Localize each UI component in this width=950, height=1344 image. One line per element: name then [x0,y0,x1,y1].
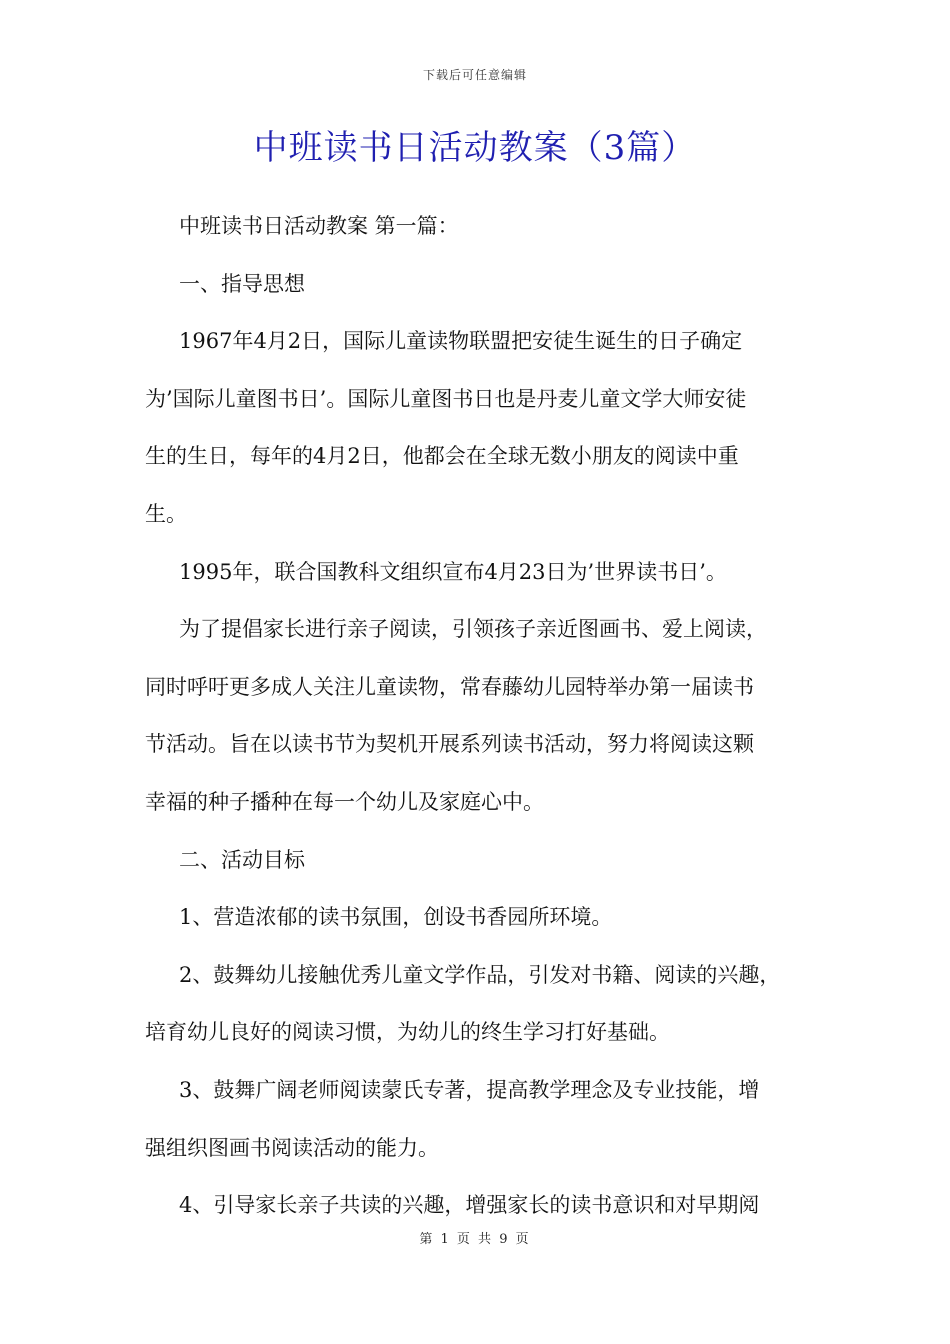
text-line: 一、指导思想 [179,271,305,296]
text-line: 强组织图画书阅读活动的能力。 [145,1135,439,1160]
text-line: 2、鼓舞幼儿接触优秀儿童文学作品，引发对书籍、阅读的兴趣， [179,962,781,987]
text-line: 生的生日，每年的4月2日，他都会在全球无数小朋友的阅读中重 [145,444,739,469]
text-line: 1967年4月2日，国际儿童读物联盟把安徒生诞生的日子确定 [179,329,743,354]
page-footer: 第 1 页 共 9 页 [419,1232,531,1247]
text-line: 1995年，联合国教科文组织宣布4月23日为’世界读书日’。 [179,559,727,584]
text-line: 二、活动目标 [179,847,305,872]
header-note: 下载后可任意编辑 [422,68,527,82]
document-body [145,198,810,1235]
text-line: 同时呼吁更多成人关注儿童读物，常春藤幼儿园特举办第一届读书 [145,674,754,699]
text-line: 4、引导家长亲子共读的兴趣，增强家长的读书意识和对早期阅 [179,1193,760,1218]
text-line: 节活动。旨在以读书节为契机开展系列读书活动，努力将阅读这颗 [145,732,754,757]
text-line: 1、营造浓郁的读书氛围，创设书香园所环境。 [179,905,613,930]
text-line: 为’国际儿童图书日’。国际儿童图书日也是丹麦儿童文学大师安徒 [145,386,747,411]
text-line: 幸福的种子播种在每一个幼儿及家庭心中。 [145,789,544,814]
text-line: 生。 [145,501,187,526]
text-line: 为了提倡家长进行亲子阅读，引领孩子亲近图画书、爱上阅读， [179,617,767,642]
text-line: 中班读书日活动教案 第一篇： [179,214,459,238]
document-title: 中班读书日活动教案（3篇） [253,128,697,168]
text-line: 培育幼儿良好的阅读习惯，为幼儿的终生学习打好基础。 [145,1020,670,1045]
text-line: 3、鼓舞广阔老师阅读蒙氏专著，提高教学理念及专业技能，增 [179,1077,760,1102]
